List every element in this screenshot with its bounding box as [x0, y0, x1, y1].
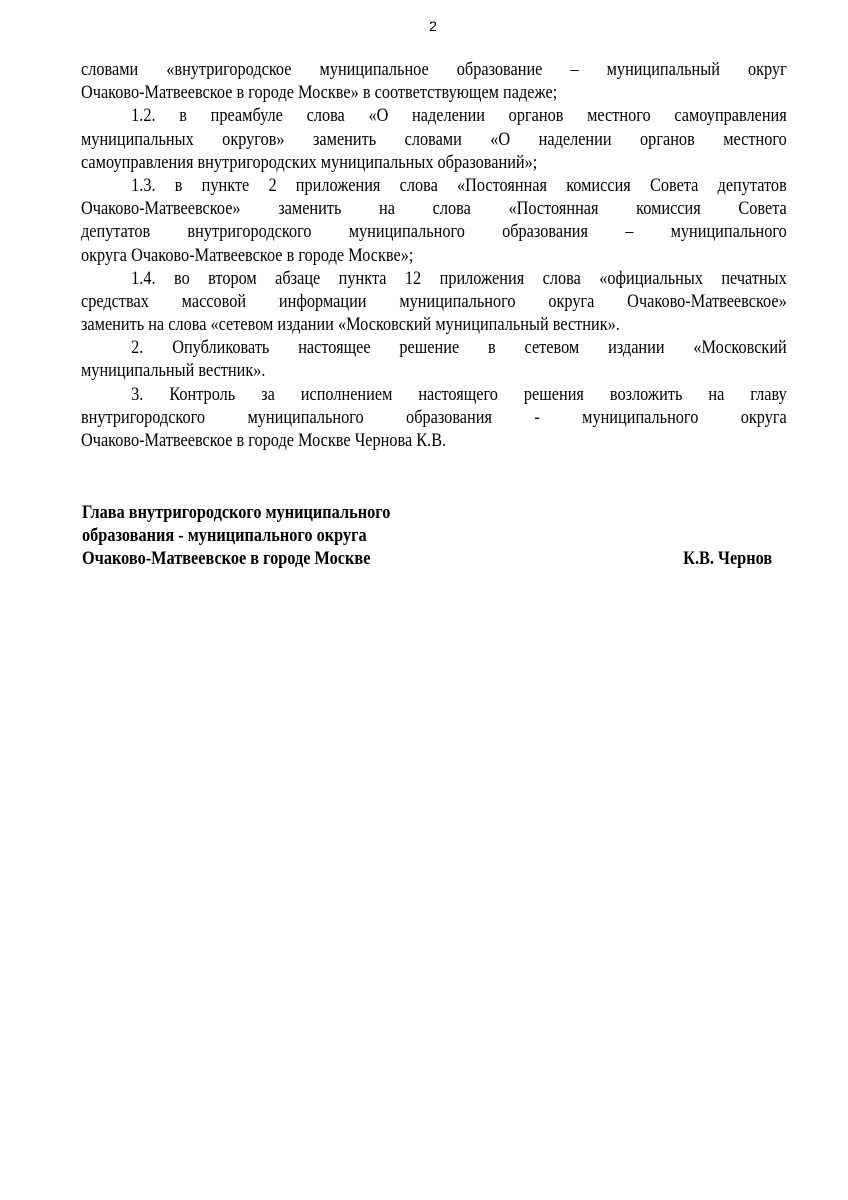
signature-block: [82, 502, 772, 572]
text-line: 1.4. во втором абзаце пункта 12 приложения слова «официальных печатных: [131, 268, 787, 289]
text-line: 2. Опубликовать настоящее решение в сетевом издании «Московский: [131, 338, 787, 359]
text-line: внутригородского муниципального образования - муниципального округа: [81, 407, 787, 428]
signatory-name: К.В. Чернов: [682, 549, 772, 570]
text-line: Очаково-Матвеевское в городе Москве Чернова К.В.: [81, 431, 447, 451]
text-line: 3. Контроль за исполнением настоящего решения возложить на главу: [131, 384, 787, 405]
signature-title-line: образования - муниципального округа: [82, 526, 367, 547]
document-body: [81, 59, 787, 453]
text-line: муниципальный вестник».: [81, 361, 266, 382]
page-number: 2: [429, 18, 437, 34]
text-line: 1.2. в преамбуле слова «О наделении органов местного самоуправления: [131, 106, 787, 127]
text-line: средствах массовой информации муниципального округа Очаково-Матвеевское»: [81, 291, 787, 312]
text-line: словами «внутригородское муниципальное образование – муниципальный округ: [81, 60, 787, 80]
text-line: депутатов внутригородского муниципального образования – муниципального: [81, 222, 787, 243]
text-line: заменить на слова «сетевом издании «Московский муниципальный вестник».: [81, 315, 620, 336]
signature-title-line: Глава внутригородского муниципального: [82, 503, 391, 523]
text-line: Очаково-Матвеевское» заменить на слова «Постоянная комиссия Совета: [81, 199, 787, 220]
text-line: 1.3. в пункте 2 приложения слова «Постоянная комиссия Совета депутатов: [131, 175, 787, 196]
text-line: округа Очаково-Матвеевское в городе Москве»;: [81, 245, 414, 266]
text-line: Очаково-Матвеевское в городе Москве» в соответствующем падеже;: [81, 83, 558, 104]
signature-title-line: Очаково-Матвеевское в городе Москве: [82, 549, 371, 570]
text-line: самоуправления внутригородских муниципальных образований»;: [81, 152, 538, 173]
text-line: муниципальных округов» заменить словами «О наделении органов местного: [81, 129, 787, 150]
